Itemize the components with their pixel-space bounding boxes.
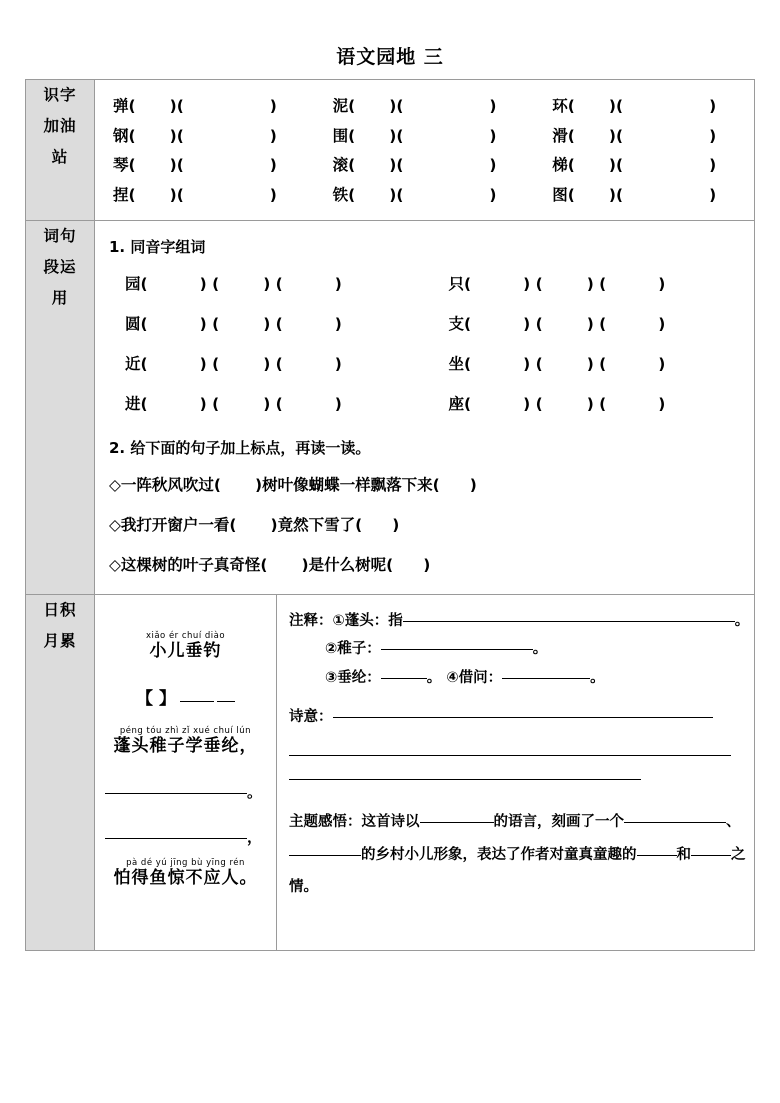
punct-end: ) (469, 476, 477, 494)
shizi-cell[interactable]: 图( )( ) (552, 185, 717, 204)
homophone-cell[interactable]: 近( ) ( ) ( ) (125, 355, 342, 373)
punct-part1: 一阵秋风吹过( (120, 476, 222, 494)
shizi-char: 滑 (552, 126, 568, 145)
shizi-char: 图 (552, 185, 568, 204)
note-number: ③ (325, 669, 338, 686)
shizi-row (95, 92, 754, 122)
note-term: 垂纶： (337, 669, 381, 686)
homophone-char: 座 (448, 395, 465, 413)
note-number: ① (332, 613, 345, 629)
poem-title-pinyin: xiǎo ér chuí diào (145, 631, 226, 641)
poem-pane (95, 595, 277, 950)
note-term: 蓬头：指 (344, 613, 403, 629)
shizi-cell[interactable]: 滚( )( ) (332, 156, 497, 174)
section-label-rijiyuelei (26, 595, 95, 951)
shizi-cell[interactable]: 梯( )( ) (552, 156, 717, 174)
shizi-char: 滚 (332, 156, 349, 174)
section-label-shizi (26, 80, 95, 221)
note-tail: 。 (590, 669, 605, 686)
theme-blank-4[interactable] (637, 855, 677, 856)
shizi-char: 铁 (332, 185, 349, 204)
shizi-char: 钢 (113, 126, 129, 145)
poem-line-4-pinyin: pà dé yú jīng bù yīng rén (126, 858, 245, 869)
theme-blank-1[interactable] (420, 822, 494, 823)
theme-blank-5[interactable] (691, 855, 731, 856)
question-2-heading: 2. 给下面的句子加上标点，再读一读。 (109, 439, 371, 457)
shizi-char: 琴 (113, 156, 129, 174)
shizi-exercise-grid (95, 80, 754, 220)
note-tail: 。 (426, 669, 442, 686)
shizi-char: 围 (332, 126, 349, 145)
section-body-shizi (95, 80, 755, 221)
notes-label: 注释： (289, 613, 333, 629)
poem-line-2-blank[interactable] (105, 781, 266, 802)
homophone-row (95, 383, 754, 423)
section-label-line: 加油 (43, 117, 77, 135)
bullet-diamond-icon: ◇ (109, 476, 121, 494)
meaning-row[interactable] (289, 692, 749, 731)
section-label-line: 站 (51, 148, 69, 166)
shizi-row (95, 122, 754, 152)
homophone-char: 园 (125, 275, 141, 293)
note-term: 借问： (458, 669, 503, 686)
punctuation-item[interactable] (95, 504, 754, 544)
punct-mid: )树叶像蝴蝶一样飘落下来( (255, 476, 440, 494)
poem-title-block (105, 632, 266, 662)
homophone-char: 进 (125, 395, 141, 413)
section-label-line: 段运 (43, 258, 77, 276)
meaning-blank-1[interactable] (333, 717, 713, 718)
meaning-label: 诗意： (289, 709, 333, 726)
theme-label: 主题感悟： (289, 813, 362, 830)
shizi-cell[interactable]: 铁( )( ) (332, 185, 497, 204)
shizi-char: 泥 (332, 97, 349, 115)
question-1-heading: 1. 同音字组词 (109, 238, 206, 256)
poem-line-3-blank[interactable] (105, 826, 266, 847)
shizi-row (95, 181, 754, 211)
note-term: 稚子： (337, 641, 381, 658)
poem-line-2-punct: 。 (247, 783, 263, 802)
homophone-char: 支 (448, 315, 465, 333)
poem-blank-underline[interactable] (105, 793, 247, 794)
homophone-row (95, 263, 754, 303)
section-label-line: 识字 (43, 86, 77, 104)
punct-mid: )是什么树呢( (301, 556, 394, 574)
theme-text-2: 的语言，刻画了一个 (493, 813, 624, 830)
shizi-char: 弹 (113, 97, 129, 115)
theme-text-5: 和 (676, 846, 691, 863)
shizi-cell[interactable]: 环( )( ) (552, 97, 717, 115)
author-blank[interactable] (180, 701, 214, 702)
poem-line-4-hanzi: 怕得鱼惊不应人。 (113, 868, 258, 889)
bullet-diamond-icon: ◇ (109, 556, 121, 574)
note-blank[interactable] (403, 621, 735, 622)
homophone-cell[interactable]: 园( ) ( ) ( ) (125, 275, 342, 293)
poem-line-1-pinyin: péng tóu zhì zǐ xué chuí lún (119, 726, 252, 737)
section-label-line: 用 (51, 289, 69, 307)
shizi-cell[interactable]: 钢( )( ) (113, 126, 277, 145)
meaning-blank-3[interactable] (289, 779, 641, 780)
theme-text-4: 的乡村小儿形象，表达了作者对童真童趣的 (361, 846, 637, 863)
punctuation-item[interactable] (95, 544, 754, 584)
homophone-char: 近 (125, 355, 141, 373)
homophone-row (95, 343, 754, 383)
note-tail: 。 (532, 641, 548, 658)
note-blank[interactable] (381, 678, 427, 679)
homophone-row (95, 303, 754, 343)
shizi-char: 环 (552, 97, 568, 115)
shizi-row (95, 151, 754, 181)
note-number: ④ (446, 669, 459, 686)
bullet-diamond-icon: ◇ (109, 516, 121, 534)
note-item-2[interactable] (289, 635, 749, 663)
homophone-cell[interactable]: 进( ) ( ) ( ) (125, 395, 342, 413)
section-body-rijiyuelei (95, 595, 755, 951)
theme-text-6: 之情。 (289, 846, 746, 896)
poem-line-1-ruby (114, 727, 258, 757)
poem-attribution-row[interactable] (105, 684, 266, 709)
poem-attribution-brackets: 【 】 (136, 689, 176, 710)
theme-text-1: 这首诗以 (361, 813, 420, 830)
theme-blank-2[interactable] (624, 822, 702, 823)
punct-part1: 我打开窗户一看( (120, 516, 237, 534)
meaning-blank-2[interactable] (289, 755, 731, 756)
note-number: ② (325, 641, 338, 658)
poem-line-1 (105, 727, 266, 757)
shizi-cell[interactable]: 围( )( ) (332, 126, 497, 145)
section-label-line: 日积 (43, 601, 77, 619)
theme-blank-3[interactable] (289, 855, 361, 856)
theme-blank-2b[interactable] (702, 822, 726, 823)
shizi-cell[interactable]: 琴( )( ) (113, 156, 277, 174)
poem-line-3-punct: ， (247, 828, 263, 847)
page-title: 语文园地 三 (336, 46, 444, 68)
table-row-section-shizi (26, 80, 755, 221)
poem-blank-underline[interactable] (105, 838, 247, 839)
section-label-cijuduan (26, 221, 95, 595)
note-blank[interactable] (381, 649, 533, 650)
homophone-char: 圆 (125, 315, 141, 333)
table-row-section-cijuduan (26, 221, 755, 595)
notes-pane (277, 595, 759, 950)
homophone-cell[interactable]: 只( ) ( ) ( ) (448, 275, 666, 293)
table-row-section-rijiyuelei (26, 595, 755, 951)
theme-insight-block[interactable] (289, 806, 749, 904)
punct-mid: )竟然下雪了( (270, 516, 363, 534)
poem-line-1-hanzi: 蓬头稚子学垂纶， (113, 736, 258, 757)
shizi-cell[interactable]: 滑( )( ) (552, 126, 717, 145)
note-item-3-4[interactable] (289, 664, 749, 692)
poem-title-hanzi: 小儿垂钓 (149, 640, 222, 661)
punct-end: ) (392, 516, 400, 534)
poem-title-ruby (146, 632, 225, 662)
punct-part1: 这棵树的叶子真奇怪( (120, 556, 268, 574)
poem-and-notes-layout (95, 595, 754, 950)
poem-line-4 (105, 859, 266, 889)
punctuation-item[interactable] (95, 464, 754, 504)
section-label-line: 词句 (43, 227, 77, 245)
homophone-cell[interactable]: 圆( ) ( ) ( ) (125, 315, 342, 333)
shizi-cell[interactable]: 弹( )( ) (113, 97, 277, 115)
theme-text-3: 、 (726, 813, 741, 830)
homophone-cell[interactable]: 座( ) ( ) ( ) (448, 395, 666, 413)
homophone-cell[interactable]: 支( ) ( ) ( ) (448, 315, 666, 333)
homophone-char: 坐 (448, 355, 465, 373)
homophone-cell[interactable]: 坐( ) ( ) ( ) (448, 355, 666, 373)
section-body-cijuduan (95, 221, 755, 595)
punct-end: ) (423, 556, 431, 574)
note-item-1[interactable] (289, 607, 749, 635)
section-label-line: 月累 (43, 632, 77, 650)
shizi-cell[interactable]: 泥( )( ) (332, 97, 497, 115)
cijuduan-exercises (95, 221, 754, 594)
shizi-char: 捏 (113, 185, 129, 204)
homophone-char: 只 (448, 275, 465, 293)
note-tail: 。 (734, 613, 750, 629)
note-blank[interactable] (502, 678, 590, 679)
shizi-cell[interactable]: 捏( )( ) (113, 185, 277, 204)
poem-line-4-ruby (114, 859, 258, 889)
author-blank-2[interactable] (217, 701, 235, 702)
worksheet-table (25, 79, 755, 951)
shizi-char: 梯 (552, 156, 568, 174)
